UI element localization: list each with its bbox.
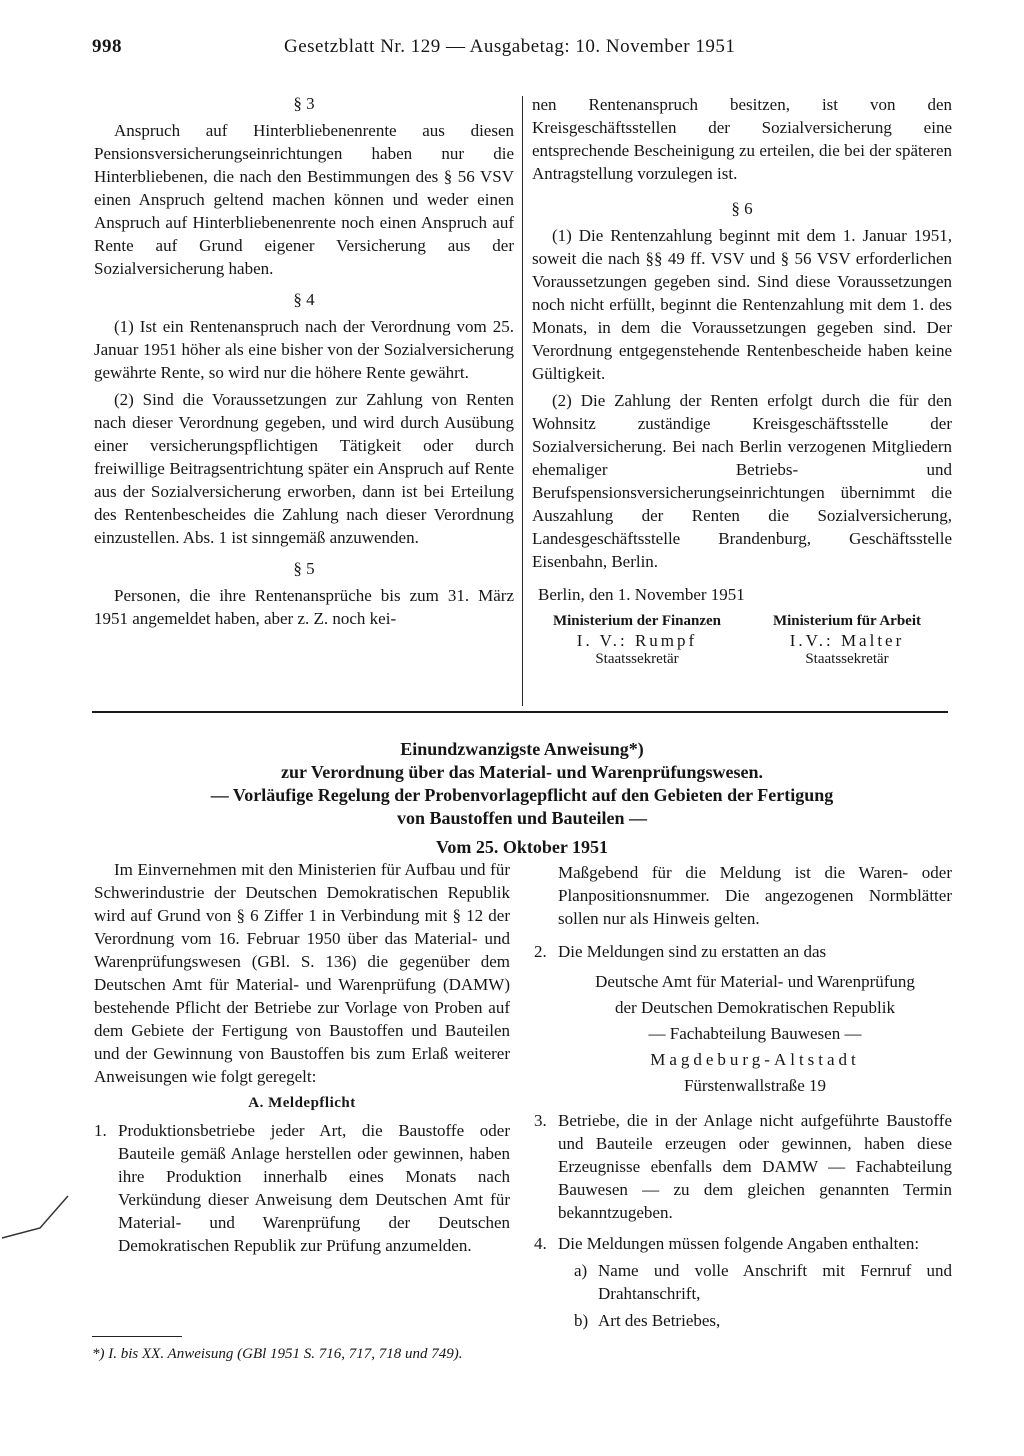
section-6-paragraph-2: (2) Die Zahlung der Renten erfolgt durch die für den Wohnsitz zuständige Kreisgeschäftsstelle der Sozialversicherung. Bei nach Berlin verzogenen Mitgliedern ehemaliger Betriebs- und Berufspensionsversicherungseinrichtungen übernimmt die Auszahlung der Renten die Sozialversicherung, Landesgeschäftsstelle Brandenburg, Geschäftsstelle Eisenbahn, Berlin.: [532, 391, 952, 571]
list-item-number: 4.: [534, 1234, 547, 1253]
address-street: Fürstenwallstraße 19: [683, 1076, 827, 1095]
list-item-3: [534, 1109, 952, 1224]
document-title-line-2: zur Verordnung über das Material- und Warenprüfungswesen.: [281, 762, 763, 782]
list-item-4: [534, 1232, 952, 1255]
address-city: Magdeburg-Altstadt: [650, 1050, 860, 1069]
signature-labour: [742, 612, 952, 669]
signature-name: I.V.: Malter: [789, 631, 905, 650]
list-item-text: Die Meldungen müssen folgende Angaben enthalten:: [558, 1234, 920, 1253]
place-date: Berlin, den 1. November 1951: [538, 585, 745, 604]
section-4-paragraph-1: (1) Ist ein Rentenanspruch nach der Verordnung vom 25. Januar 1951 höher als eine bisher von der Sozialversicherung gewährte Rente, so wird nur die höhere Rente gewährt.: [94, 317, 514, 382]
sub-item-label: a): [574, 1261, 588, 1280]
pen-mark: [0, 1190, 80, 1250]
sub-item-b: [574, 1309, 952, 1332]
document-title-line-1: Einundzwanzigste Anweisung*): [400, 739, 644, 759]
footnote: *) I. bis XX. Anweisung (GBl 1951 S. 716, 717, 718 und 749).: [92, 1346, 463, 1362]
signature-name: I. V.: Rumpf: [576, 631, 698, 650]
signature-ministry: Ministerium für Arbeit: [772, 613, 922, 629]
footnote-rule: [92, 1336, 182, 1337]
list-item-1: [94, 1119, 510, 1257]
address-line-2: der Deutschen Demokratischen Republik: [615, 998, 895, 1017]
top-left-column: [94, 92, 514, 634]
list-item-text: Produktionsbetriebe jeder Art, die Baustoffe oder Bauteile gemäß Anlage herstellen oder gewinnen, haben ihre Produktion innerhalb eines Monats nach Verkündung dieser Anweisung dem Deutschen Amt für Material- und Warenprüfung der Deutschen Demokratischen Republik zur Prüfung anzumelden.: [118, 1121, 510, 1255]
bottom-right-column: [534, 861, 952, 1332]
column-divider: [522, 96, 523, 706]
section-rule: [92, 711, 948, 713]
sub-item-text: Art des Betriebes,: [598, 1311, 721, 1330]
list-item-2: [534, 940, 952, 963]
list-item-1-continuation: Maßgebend für die Meldung ist die Waren- oder Planpositionsnummer. Die angezogenen Normblätter sollen nur als Hinweis gelten.: [558, 863, 952, 928]
section-4-heading: § 4: [293, 290, 315, 309]
signature-role: Staatssekretär: [805, 651, 889, 667]
section-3-text: Anspruch auf Hinterbliebenenrente aus diesen Pensionsversicherungseinrichtungen haben nur die Hinterbliebenen, die nach den Bestimmungen des § 56 VSV einen Anspruch geltend machen können und weder einen Anspruch auf Hinterbliebenenrente noch einen Anspruch auf Rente auf Grund eigener Versicherung aus der Sozialversicherung haben.: [94, 121, 514, 278]
list-item-number: 3.: [534, 1111, 547, 1130]
document-title-block: [94, 738, 950, 859]
sub-item-label: b): [574, 1311, 589, 1330]
meldepflicht-heading: A. Meldepflicht: [248, 1095, 356, 1111]
document-title-line-4: von Baustoffen und Bauteilen —: [396, 808, 648, 828]
page-header-title: Gesetzblatt Nr. 129 — Ausgabetag: 10. November 1951: [284, 36, 736, 57]
sub-item-a: [574, 1259, 952, 1305]
top-right-column: [532, 93, 952, 669]
list-item-text: Betriebe, die in der Anlage nicht aufgeführte Baustoffe und Bauteile erzeugen oder gewinnen, haben diese Erzeugnisse ebenfalls dem DAMW — Fachabteilung Bauwesen — zu dem gleichen genannten Termin bekanntzugeben.: [558, 1111, 952, 1222]
section-5-text: Personen, die ihre Rentenansprüche bis zum 31. März 1951 angemeldet haben, aber z. Z. noch kei-: [94, 586, 514, 628]
address-line-3: — Fachabteilung Bauwesen —: [648, 1024, 862, 1043]
address-block: [534, 969, 952, 1099]
sub-item-text: Name und volle Anschrift mit Fernruf und Drahtanschrift,: [598, 1261, 952, 1303]
section-4-paragraph-2: (2) Sind die Voraussetzungen zur Zahlung von Renten nach dieser Verordnung gegeben, und wird durch Ausübung einer versicherungspflichtigen Tätigkeit oder durch freiwillige Beitragsentrichtung später ein Anspruch auf Rente aus der Sozialversicherung erworben, dann ist bei Erteilung des Rentenbescheides die Zahlung nach dieser Verordnung einzustellen. Abs. 1 ist sinngemäß anzuwenden.: [94, 390, 514, 547]
document-date: Vom 25. Oktober 1951: [435, 837, 608, 857]
signature-role: Staatssekretär: [595, 651, 679, 667]
page-header: [92, 36, 912, 64]
page-number: 998: [92, 36, 122, 57]
document-title-line-3: — Vorläufige Regelung der Probenvorlagepflicht auf den Gebieten der Fertigung: [210, 785, 834, 805]
section-6-paragraph-1: (1) Die Rentenzahlung beginnt mit dem 1. Januar 1951, soweit die nach §§ 49 ff. VSV und § 56 VSV erforderlichen Voraussetzungen gegeben sind. Sind diese Voraussetzungen noch nicht erfüllt, beginnt die Rentenzahlung mit dem 1. des Monats, in dem die Voraussetzungen gegeben sind. Der Verordnung entgegenstehende Rentenbescheide haben keine Gültigkeit.: [532, 226, 952, 383]
address-line-1: Deutsche Amt für Material- und Warenprüfung: [595, 972, 915, 991]
list-item-number: 2.: [534, 942, 547, 961]
signature-ministry: Ministerium der Finanzen: [552, 613, 722, 629]
section-5-heading: § 5: [293, 559, 315, 578]
list-item-number: 1.: [94, 1121, 107, 1140]
bottom-left-column: [94, 858, 510, 1261]
section-3-heading: § 3: [293, 94, 315, 113]
section-5-continuation: nen Rentenanspruch besitzen, ist von den Kreisgeschäftsstellen der Sozialversicherung eine entsprechende Bescheinigung zu erteilen, die bei der späteren Antragstellung vorzulegen ist.: [532, 95, 952, 183]
signatures: [532, 612, 952, 669]
section-6-heading: § 6: [731, 199, 753, 218]
intro-paragraph: Im Einvernehmen mit den Ministerien für Aufbau und für Schwerindustrie der Deutschen Demokratischen Republik wird auf Grund von § 6 Ziffer 1 in Verbindung mit § 12 der Verordnung vom 16. Februar 1950 über das Material- und Warenprüfungswesen (GBl. S. 136) die gegenüber dem Deutschen Amt für Material- und Warenprüfung (DAMW) bestehende Pflicht der Betriebe zur Vorlage von Proben auf dem Gebiete der Fertigung von Baustoffen und Bauteilen und der Gewinnung von Baustoffen bis zum Erlaß weiterer Anweisungen wie folgt geregelt:: [94, 860, 510, 1086]
list-item-text: Die Meldungen sind zu erstatten an das: [558, 942, 827, 961]
signature-finance: [532, 612, 742, 669]
